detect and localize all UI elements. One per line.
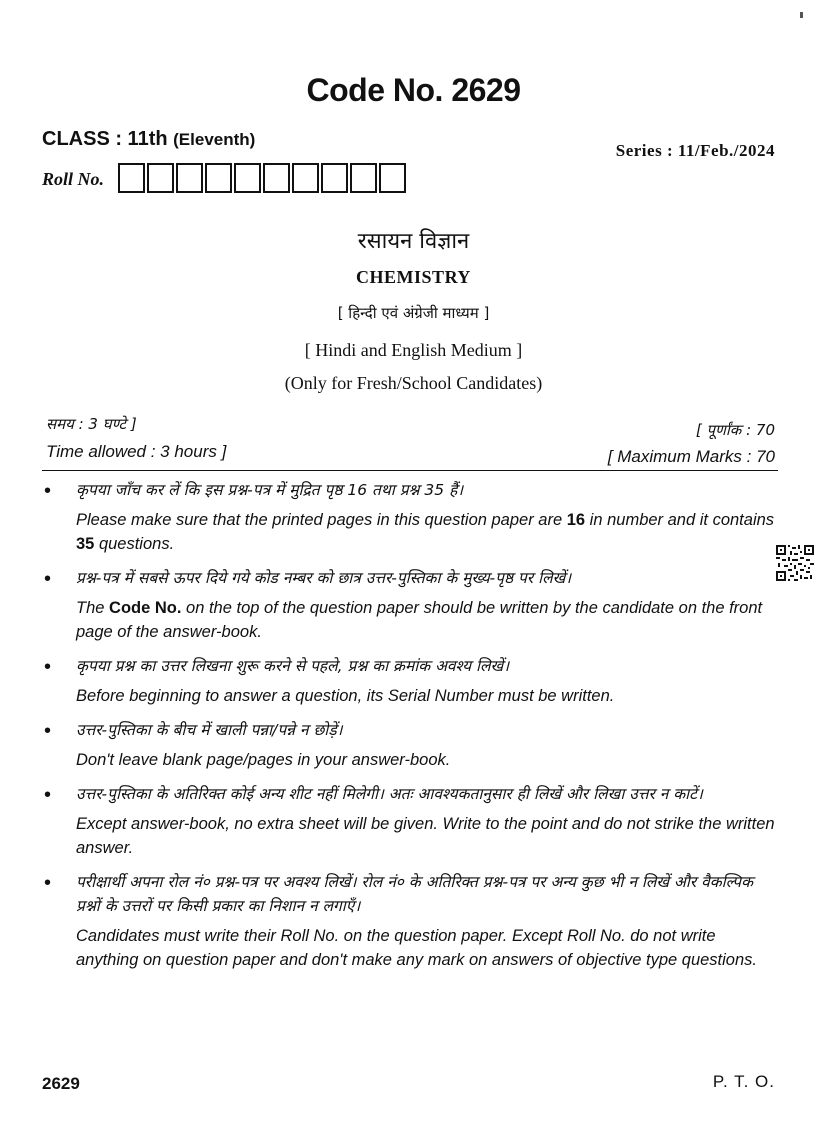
instruction-text-part: The [76, 599, 110, 617]
medium-hindi: [ हिन्दी एवं अंग्रेजी माध्यम ] [337, 304, 490, 322]
instruction-item [44, 718, 780, 772]
bullet-icon: • [44, 720, 52, 742]
instruction-text-part: in number and it contains [585, 511, 775, 529]
instruction-text-part: questions. [94, 535, 175, 553]
instruction-hindi: कृपया प्रश्न का उत्तर लिखना शुरू करने से पहले, प्रश्न का क्रमांक अवश्य लिखें। [76, 657, 510, 675]
instruction-english [76, 596, 780, 644]
instruction-hindi: परीक्षार्थी अपना रोल नं० प्रश्न-पत्र पर अवश्य लिखें। रोल नं० के अतिरिक्त प्रश्न-पत्र पर अन्य कुछ भी न लिखें और वैकल्पिक प्रश्नों के उत्तरों पर किसी प्रकार का निशान न लगाएँ। [76, 873, 753, 915]
instruction-english [76, 924, 780, 972]
instruction-english [76, 812, 780, 860]
time-allowed-hindi: समय : 3 घण्टे ] [46, 415, 137, 433]
roll-no-box [321, 163, 348, 193]
instruction-item [44, 870, 780, 972]
scan-speck [800, 12, 803, 18]
time-allowed-english: Time allowed : 3 hours ] [46, 442, 227, 461]
class-line [42, 128, 255, 151]
instructions-list [44, 478, 780, 982]
instruction-english [76, 684, 780, 708]
roll-no-box [292, 163, 319, 193]
instruction-item [44, 566, 780, 644]
bullet-icon: • [44, 656, 52, 678]
instruction-text-part: on the top of the question paper should be written by the candidate on the front page of the answer-book. [76, 599, 763, 641]
instruction-hindi: कृपया जाँच कर लें कि इस प्रश्न-पत्र में मुद्रित पृष्ठ 16 तथा प्रश्न 35 हैं। [76, 481, 464, 499]
subject-title-hindi: रसायन विज्ञान [357, 229, 470, 254]
instruction-item [44, 782, 780, 860]
bullet-icon: • [44, 872, 52, 894]
instruction-text-part: Except answer-book, no extra sheet will be given. Write to the point and do not strike the written answer. [76, 815, 775, 857]
class-label: CLASS : 11th [42, 128, 168, 150]
instruction-hindi: उत्तर-पुस्तिका के अतिरिक्त कोई अन्य शीट नहीं मिलेगी। अतः आवश्यकतानुसार ही लिखें और लिखा उत्तर न काटें। [76, 785, 703, 803]
roll-no-boxes [118, 163, 408, 193]
instruction-item [44, 654, 780, 708]
instruction-text-part: 35 [76, 535, 95, 553]
roll-no-box [350, 163, 377, 193]
max-marks-hindi: [ पूर्णांक : 70 [695, 421, 775, 439]
roll-no-box [379, 163, 406, 193]
footer-paper-code: 2629 [42, 1074, 80, 1093]
roll-no-box [118, 163, 145, 193]
roll-no-box [263, 163, 290, 193]
bullet-icon: • [44, 784, 52, 806]
instruction-hindi: प्रश्न-पत्र में सबसे ऊपर दिये गये कोड नम्बर को छात्र उत्तर-पुस्तिका के मुख्य-पृष्ठ पर लिखें। [76, 569, 572, 587]
subject-title-english: CHEMISTRY [356, 267, 471, 287]
bullet-icon: • [44, 568, 52, 590]
instruction-text-part: Don't leave blank page/pages in your answer-book. [76, 751, 451, 769]
roll-no-label: Roll No. [42, 169, 105, 189]
series-label: Series : 11/Feb./2024 [615, 141, 775, 160]
instruction-english [76, 508, 780, 556]
paper-code-heading: Code No. 2629 [306, 72, 521, 108]
bullet-icon: • [44, 480, 52, 502]
medium-english: [ Hindi and English Medium ] [304, 340, 523, 360]
please-turn-over: P. T. O. [712, 1072, 775, 1091]
roll-no-box [147, 163, 174, 193]
instruction-english [76, 748, 780, 772]
candidate-type-note: (Only for Fresh/School Candidates) [284, 373, 543, 393]
class-sub-label: (Eleventh) [173, 130, 256, 149]
instruction-item [44, 478, 780, 556]
instruction-text-part: Before beginning to answer a question, its Serial Number must be written. [76, 687, 615, 705]
roll-no-box [205, 163, 232, 193]
instruction-text-part: 16 [566, 511, 586, 529]
divider [42, 470, 778, 471]
max-marks-english: [ Maximum Marks : 70 [607, 447, 775, 466]
instruction-text-part: Please make sure that the printed pages in this question paper are [76, 511, 567, 529]
roll-no-box [234, 163, 261, 193]
qr-code-icon [776, 545, 814, 581]
instruction-text-part: Candidates must write their Roll No. on the question paper. Except Roll No. do not write anything on question paper and don't make any mark on answers of objective type questions. [76, 927, 757, 969]
roll-no-box [176, 163, 203, 193]
instruction-text-part: Code No. [109, 599, 182, 617]
instruction-hindi: उत्तर-पुस्तिका के बीच में खाली पन्ना/पन्ने न छोड़ें। [76, 721, 343, 739]
